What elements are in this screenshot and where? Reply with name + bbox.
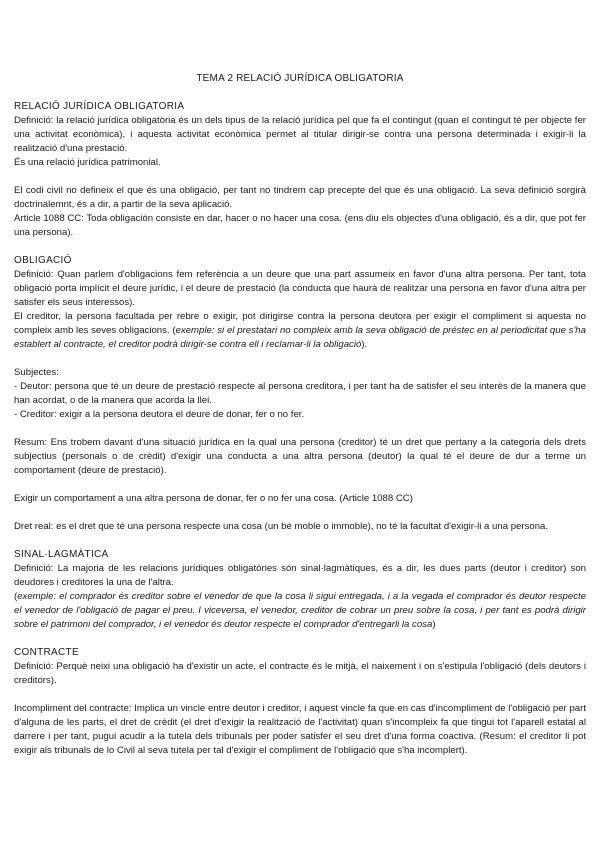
example-text: exemple: el comprador és creditor sobre el venedor de que la cosa li sigui entregada, i a la vegada el comprador és deutor respecte el venedor de l'obligació de pagar el preu. I viceversa, el venedor, creditor de cobrar un preu sobre la cosa, i per tant es podrà dirigir sobre el patrimoni del comprador, i el venedor és deutor respecte el comprador d'entregarli la cosa — [14, 591, 586, 630]
definition-paragraph — [14, 114, 586, 156]
definition-paragraph — [14, 562, 586, 590]
example-paragraph — [14, 590, 586, 632]
definition-label: Definició: — [14, 269, 54, 280]
definition-text: La majoria de les relacions jurídiques obligatòries són sinal·lagmàtiques, és a dir, les dues parts (deutor i creditor) son deudores i creditores la una de l'altra. — [14, 563, 586, 588]
subjecte-creditor: - Creditor: exigir a la persona deutora el deure de donar, fer o no fer. — [14, 409, 305, 420]
section-heading: CONTRACTE — [14, 647, 79, 658]
example-open: ( — [14, 591, 18, 602]
creditor-example: exemple: si el prestatari no compleix amb la seva obligació de préstec en al periodicitat que s'ha establert al contracte, el creditor podrà dirigir-se contra ell i reclamar-li la obligació — [14, 325, 586, 350]
resum-paragraph: Resum: Ens trobem davant d'una situació jurídica en la qual una persona (creditor) té un dret que pertany a la categoria dels drets subjectius (personals o de crèdit) d'exigir una conducta a una altra persona (deutor) la qual té el deure de dur a terme un comportament (deure de prestació). — [14, 437, 586, 476]
patrimonial-paragraph: És una relació jurídica patrimonial. — [14, 157, 161, 168]
subjecte-deutor: - Deutor: persona que té un deure de prestació respecte al persona creditora, i per tant ha de satisfer el seu interès de la manera que han acordat, o de la manera que acorda la llei. — [14, 381, 586, 406]
definition-label: Definició: — [14, 115, 54, 126]
creditor-close: ). — [361, 339, 368, 350]
article-paragraph: Article 1088 CC: Toda obligación consiste en dar, hacer o no hacer una cosa. (ens diu els objectes d'una obligació, és a dir, que pot fer una persona). — [14, 213, 586, 238]
definition-text: la relació jurídica obligatòria és un dels tipus de la relació jurídica pel que fa el contingut (quan el contingut té per objecte fer una activitat econòmica), i aquesta activitat econòmica permet al titular dirigir-se contra una persona determinada i exigir-li la realització d'una prestació. — [14, 115, 586, 154]
exigir-paragraph: Exigir un comportament a una altra persona de donar, fer o no fer una cosa. (Article 1088 CC) — [14, 493, 413, 504]
section-heading: SINAL·LAGMÀTICA — [14, 549, 109, 560]
incompliment-paragraph: Incompliment del contracte: Implica un vincle entre deutor i creditor, i aquest vincle fa que en cas d'incompliment de l'obligació per part d'alguna de les parts, el dret de crèdit (el dret d'exigir la realització de l'activitat) quan s'incompleix fa que tingui tot l'aparell estatal al darrere i per tant, pugui acudir a la tutela dels tribunals per poder satisfer el seu dret d'una forma coactiva. (Resum: el creditor li pot exigir als tribunals de lo Civil al seva tutela per tal d'exigir el compliment de l'obligació que s'ha incomplert). — [14, 703, 586, 756]
creditor-text: El creditor, la persona facultada per rebre o exigir, pot dirigirse contra la persona deutora per exigir el compliment si aquesta no compleix amb les seves obligacions. ( — [14, 311, 586, 336]
section-contracte — [14, 646, 586, 758]
section-sinallagmatica — [14, 548, 586, 632]
codi-civil-paragraph: El codi civil no defineix el que és una obligació, per tant no tindrem cap precepte del que és una obligació. La seva definició sorgirà doctrinalemnt, és a dir, a partir de la seva aplicació. — [14, 185, 586, 210]
definition-paragraph — [14, 660, 586, 688]
section-obligacio — [14, 254, 586, 534]
creditor-paragraph — [14, 310, 586, 352]
definition-text: Quan parlem d'obligacions fem referència a un deure que una part assumeix en favor d'una altra persona. Per tant, tota obligació porta implícit el deure jurídic, i el deure de prestació (la conducta que haurà de realitzar una persona en favor d'una altra per satisfer els seus interessos). — [14, 269, 586, 308]
example-close: ) — [432, 619, 436, 630]
document-title: TEMA 2 RELACIÓ JURÍDICA OBLIGATORIA — [196, 73, 404, 84]
definition-paragraph — [14, 268, 586, 310]
dret-real-paragraph: Dret real: es el dret que té una persona respecte una cosa (un bé moble o immoble), no té la facultat d'exigir-li a una persona. — [14, 521, 549, 532]
section-heading: OBLIGACIÓ — [14, 255, 72, 266]
definition-label: Definició: — [14, 661, 54, 672]
section-relacio-juridica — [14, 100, 586, 240]
definition-label: Definició: — [14, 563, 54, 574]
definition-text: Perquè neixi una obligació ha d'existir un acte, el contracte és le mitjà, el naixement i on s'estipula l'obligació (dels deutors i creditors). — [14, 661, 586, 686]
subjectes-label: Subjectes: — [14, 367, 59, 378]
section-heading: RELACIÓ JURÍDICA OBLIGATORIA — [14, 101, 185, 112]
